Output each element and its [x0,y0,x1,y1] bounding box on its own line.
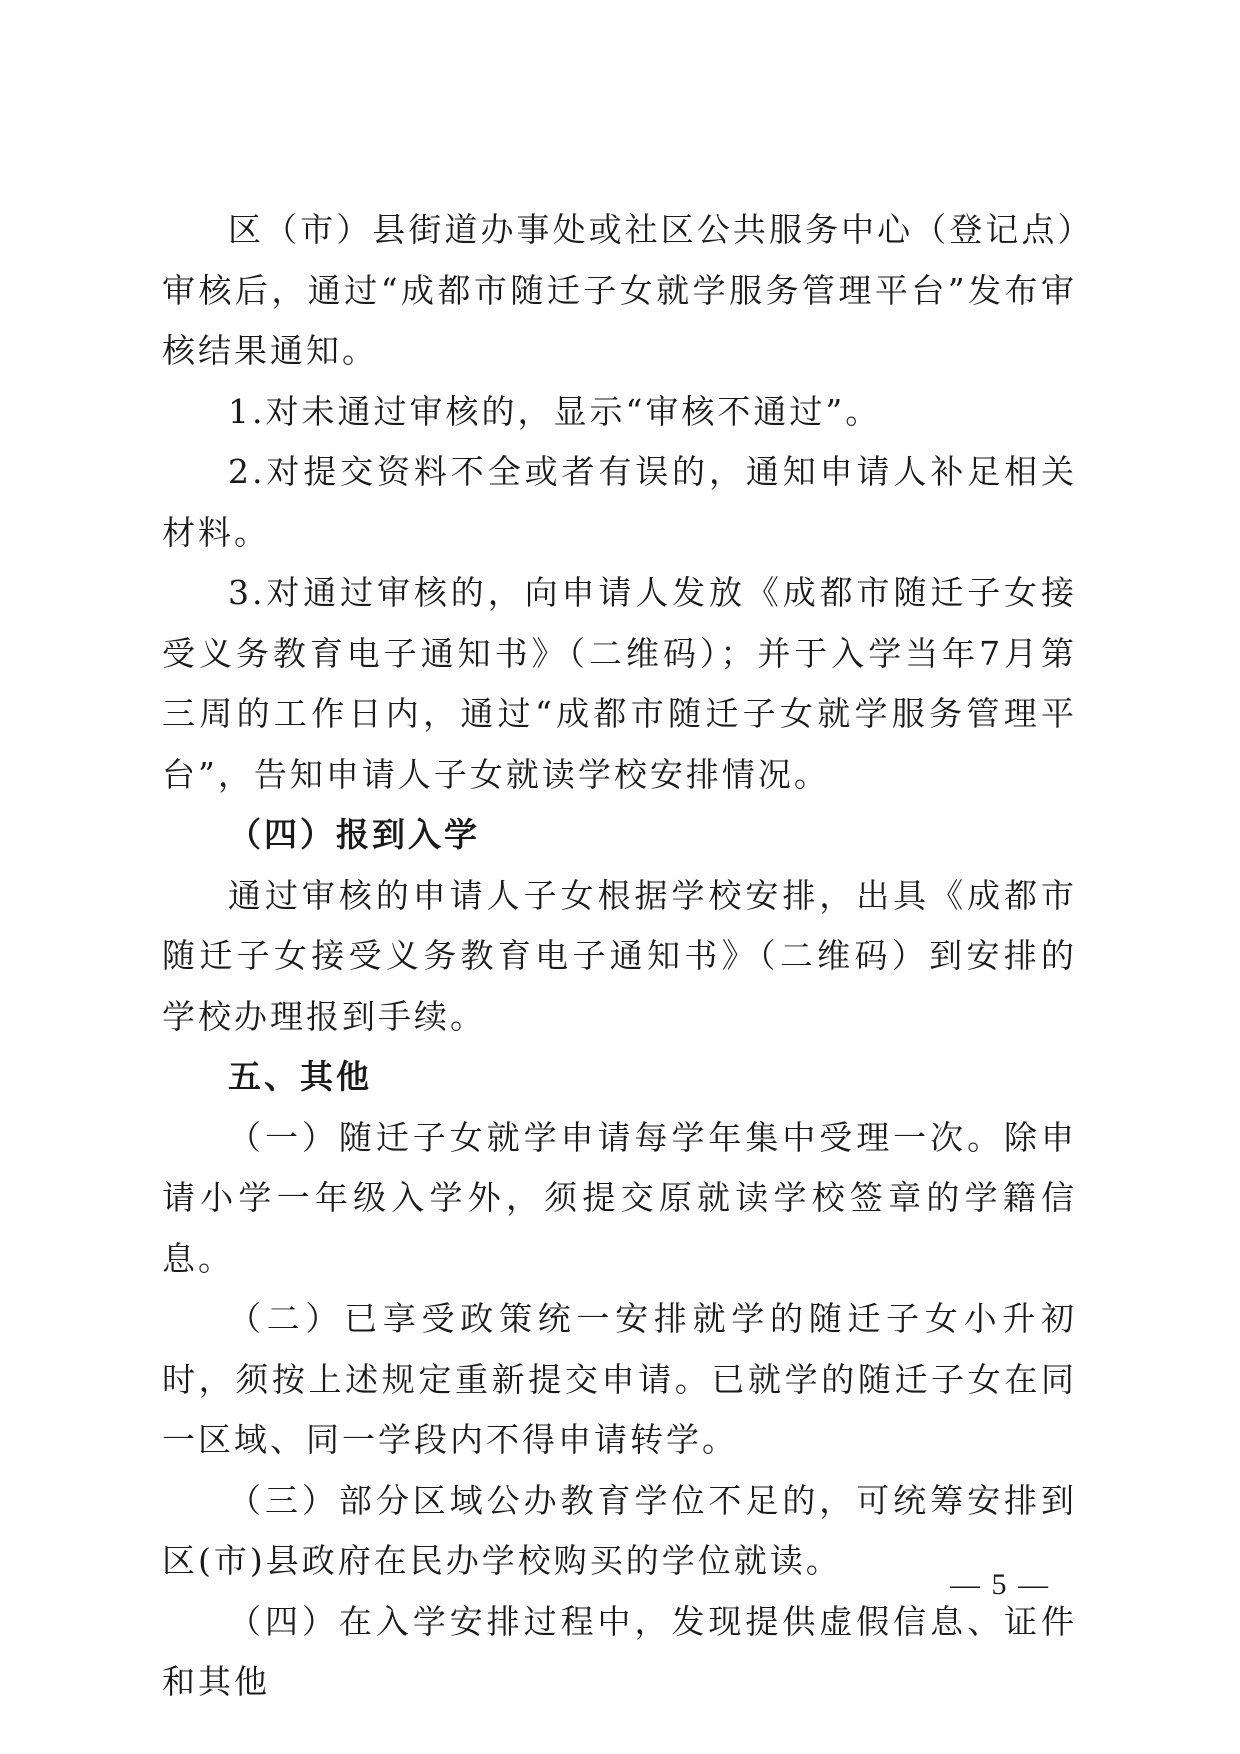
paragraph-other-4: （四）在入学安排过程中，发现提供虚假信息、证件和其他 [162,1601,1077,1701]
paragraph-review-notice: 区（市）县街道办事处或社区公共服务中心（登记点）审核后，通过“成都市随迁子女就学服务管理平台”发布审核结果通知。 [162,210,1077,370]
paragraph-item-3: 3.对通过审核的，向申请人发放《成都市随迁子女接受义务教育电子通知书》（二维码）；并于入学当年7月第三周的工作日内，通过“成都市随迁子女就学服务管理平台”，告知申请人子女就读学校安排情况。 [162,573,1077,794]
paragraph-other-1: （一）随迁子女就学申请每学年集中受理一次。除申请小学一年级入学外，须提交原就读学校签章的学籍信息。 [162,1117,1077,1278]
paragraph-enrollment: 通过审核的申请人子女根据学校安排，出具《成都市随迁子女接受义务教育电子通知书》（二维码）到安排的学校办理报到手续。 [162,875,1077,1036]
document-body [162,200,1077,1713]
section-heading-enrollment: （四）报到入学 [228,815,480,854]
paragraph-item-1: 1.对未通过审核的，显示“审核不通过”。 [228,391,882,431]
section-heading-other: 五、其他 [228,1057,372,1096]
paragraph-other-3: （三）部分区域公办教育学位不足的，可统筹安排到区(市)县政府在民办学校购买的学位就读。 [162,1480,1077,1580]
paragraph-item-2: 2.对提交资料不全或者有误的，通知申请人补足相关材料。 [162,452,1077,552]
page-number: — 5 — [950,1568,1050,1601]
paragraph-other-2: （二）已享受政策统一安排就学的随迁子女小升初时，须按上述规定重新提交申请。已就学的随迁子女在同一区域、同一学段内不得申请转学。 [162,1299,1077,1459]
